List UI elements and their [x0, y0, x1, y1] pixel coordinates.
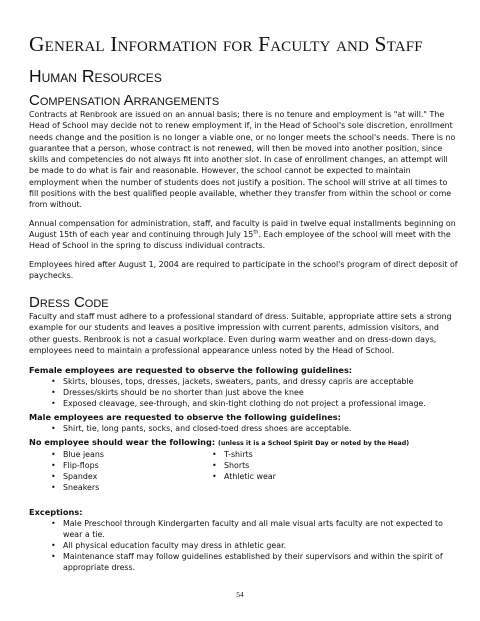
list-item: • Dresses/skirts should be no shorter than just above the knee: [51, 387, 458, 398]
male-guidelines-list: [29, 423, 458, 434]
no-wear-list-1: [29, 449, 190, 493]
list-item: • Athletic wear: [212, 471, 276, 482]
exceptions-heading: Exceptions:: [29, 507, 83, 518]
page-number: 54: [236, 590, 244, 599]
page-body: [29, 66, 458, 573]
compensation-paragraph-2: Annual compensation for administration, staff, and faculty is paid in twelve equal installments beginning on August 15th of each year and continuing through July 15th. Each employee of the school will meet with the Head of School in the spring to discuss individual contracts.: [29, 218, 456, 251]
exceptions-list: [29, 518, 458, 573]
male-guidelines-heading: Male employees are requested to observe the following guidelines:: [29, 412, 341, 423]
no-employee-note: (unless it is a School Spirit Day or noted by the Head): [217, 440, 410, 448]
list-item: • Shirt, tie, long pants, socks, and closed-toed dress shoes are acceptable.: [51, 423, 458, 434]
female-guidelines-heading: Female employees are requested to observe the following guidelines:: [29, 365, 353, 376]
dress-code-intro: Faculty and staff must adhere to a professional standard of dress. Suitable, appropriate attire sets a strong example for our students and leaves a positive impression with current parents, admission visitors, and other guests. Renbrook is not a casual workplace. Even during warm weather and on dress-down days, employees need to maintain a professional appearance unless noted by the Head of School.: [29, 312, 452, 356]
list-item: • Skirts, blouses, tops, dresses, jackets, sweaters, pants, and dressy capris are acceptable: [51, 376, 458, 387]
page-title: General Information for Faculty and Staff: [29, 32, 423, 56]
dress-code-heading: Dress Code: [29, 294, 109, 312]
list-item: • Exposed cleavage, see-through, and skin-tight clothing do not project a professional image.: [51, 398, 458, 409]
compensation-heading: Compensation Arrangements: [29, 92, 220, 109]
list-item: • Blue jeans: [51, 449, 190, 460]
no-wear-columns: [29, 449, 458, 493]
list-item: • Flip-flops: [51, 460, 190, 471]
list-item: • T-shirts: [212, 449, 276, 460]
list-item: • All physical education faculty may dress in athletic gear.: [51, 540, 458, 551]
list-item: • Spandex: [51, 471, 190, 482]
list-item: • Maintenance staff may follow guidelines established by their supervisors and within the spirit of appropriate dress.: [51, 551, 458, 573]
compensation-paragraph-3: Employees hired after August 1, 2004 are required to participate in the school's program of direct deposit of paychecks.: [29, 259, 458, 280]
compensation-paragraph-1: Contracts at Renbrook are issued on an annual basis; there is no tenure and employment is "at will." The Head of School may decide not to renew employment if, in the Head of School's sole discretion, enrollment needs change and the position is no longer a viable one, or no longer meets the school's needs. There is no guarantee that a person, whose contract is not renewed, will then be moved into another position, since skills and competencies do not always fit into another slot. In case of enrollment changes, an attempt will be made to do what is fair and reasonable. However, the school cannot be expected to maintain employment when the number of students does not justify a position. The school will strive at all times to fill positions with the best qualified people available, whether they transfer from within the school or come from without.: [29, 110, 456, 210]
female-guidelines-list: [29, 376, 458, 409]
no-employee-heading: No employee should wear the following: (unless it is a School Spirit Day or noted by the Head): [29, 437, 410, 448]
section-title: Human Resources: [29, 66, 162, 86]
list-item: • Male Preschool through Kindergarten faculty and all male visual arts faculty are not expected to wear a tie.: [51, 518, 458, 540]
list-item: • Shorts: [212, 460, 276, 471]
list-item: • Sneakers: [51, 482, 190, 493]
no-wear-list-2: [190, 449, 276, 493]
